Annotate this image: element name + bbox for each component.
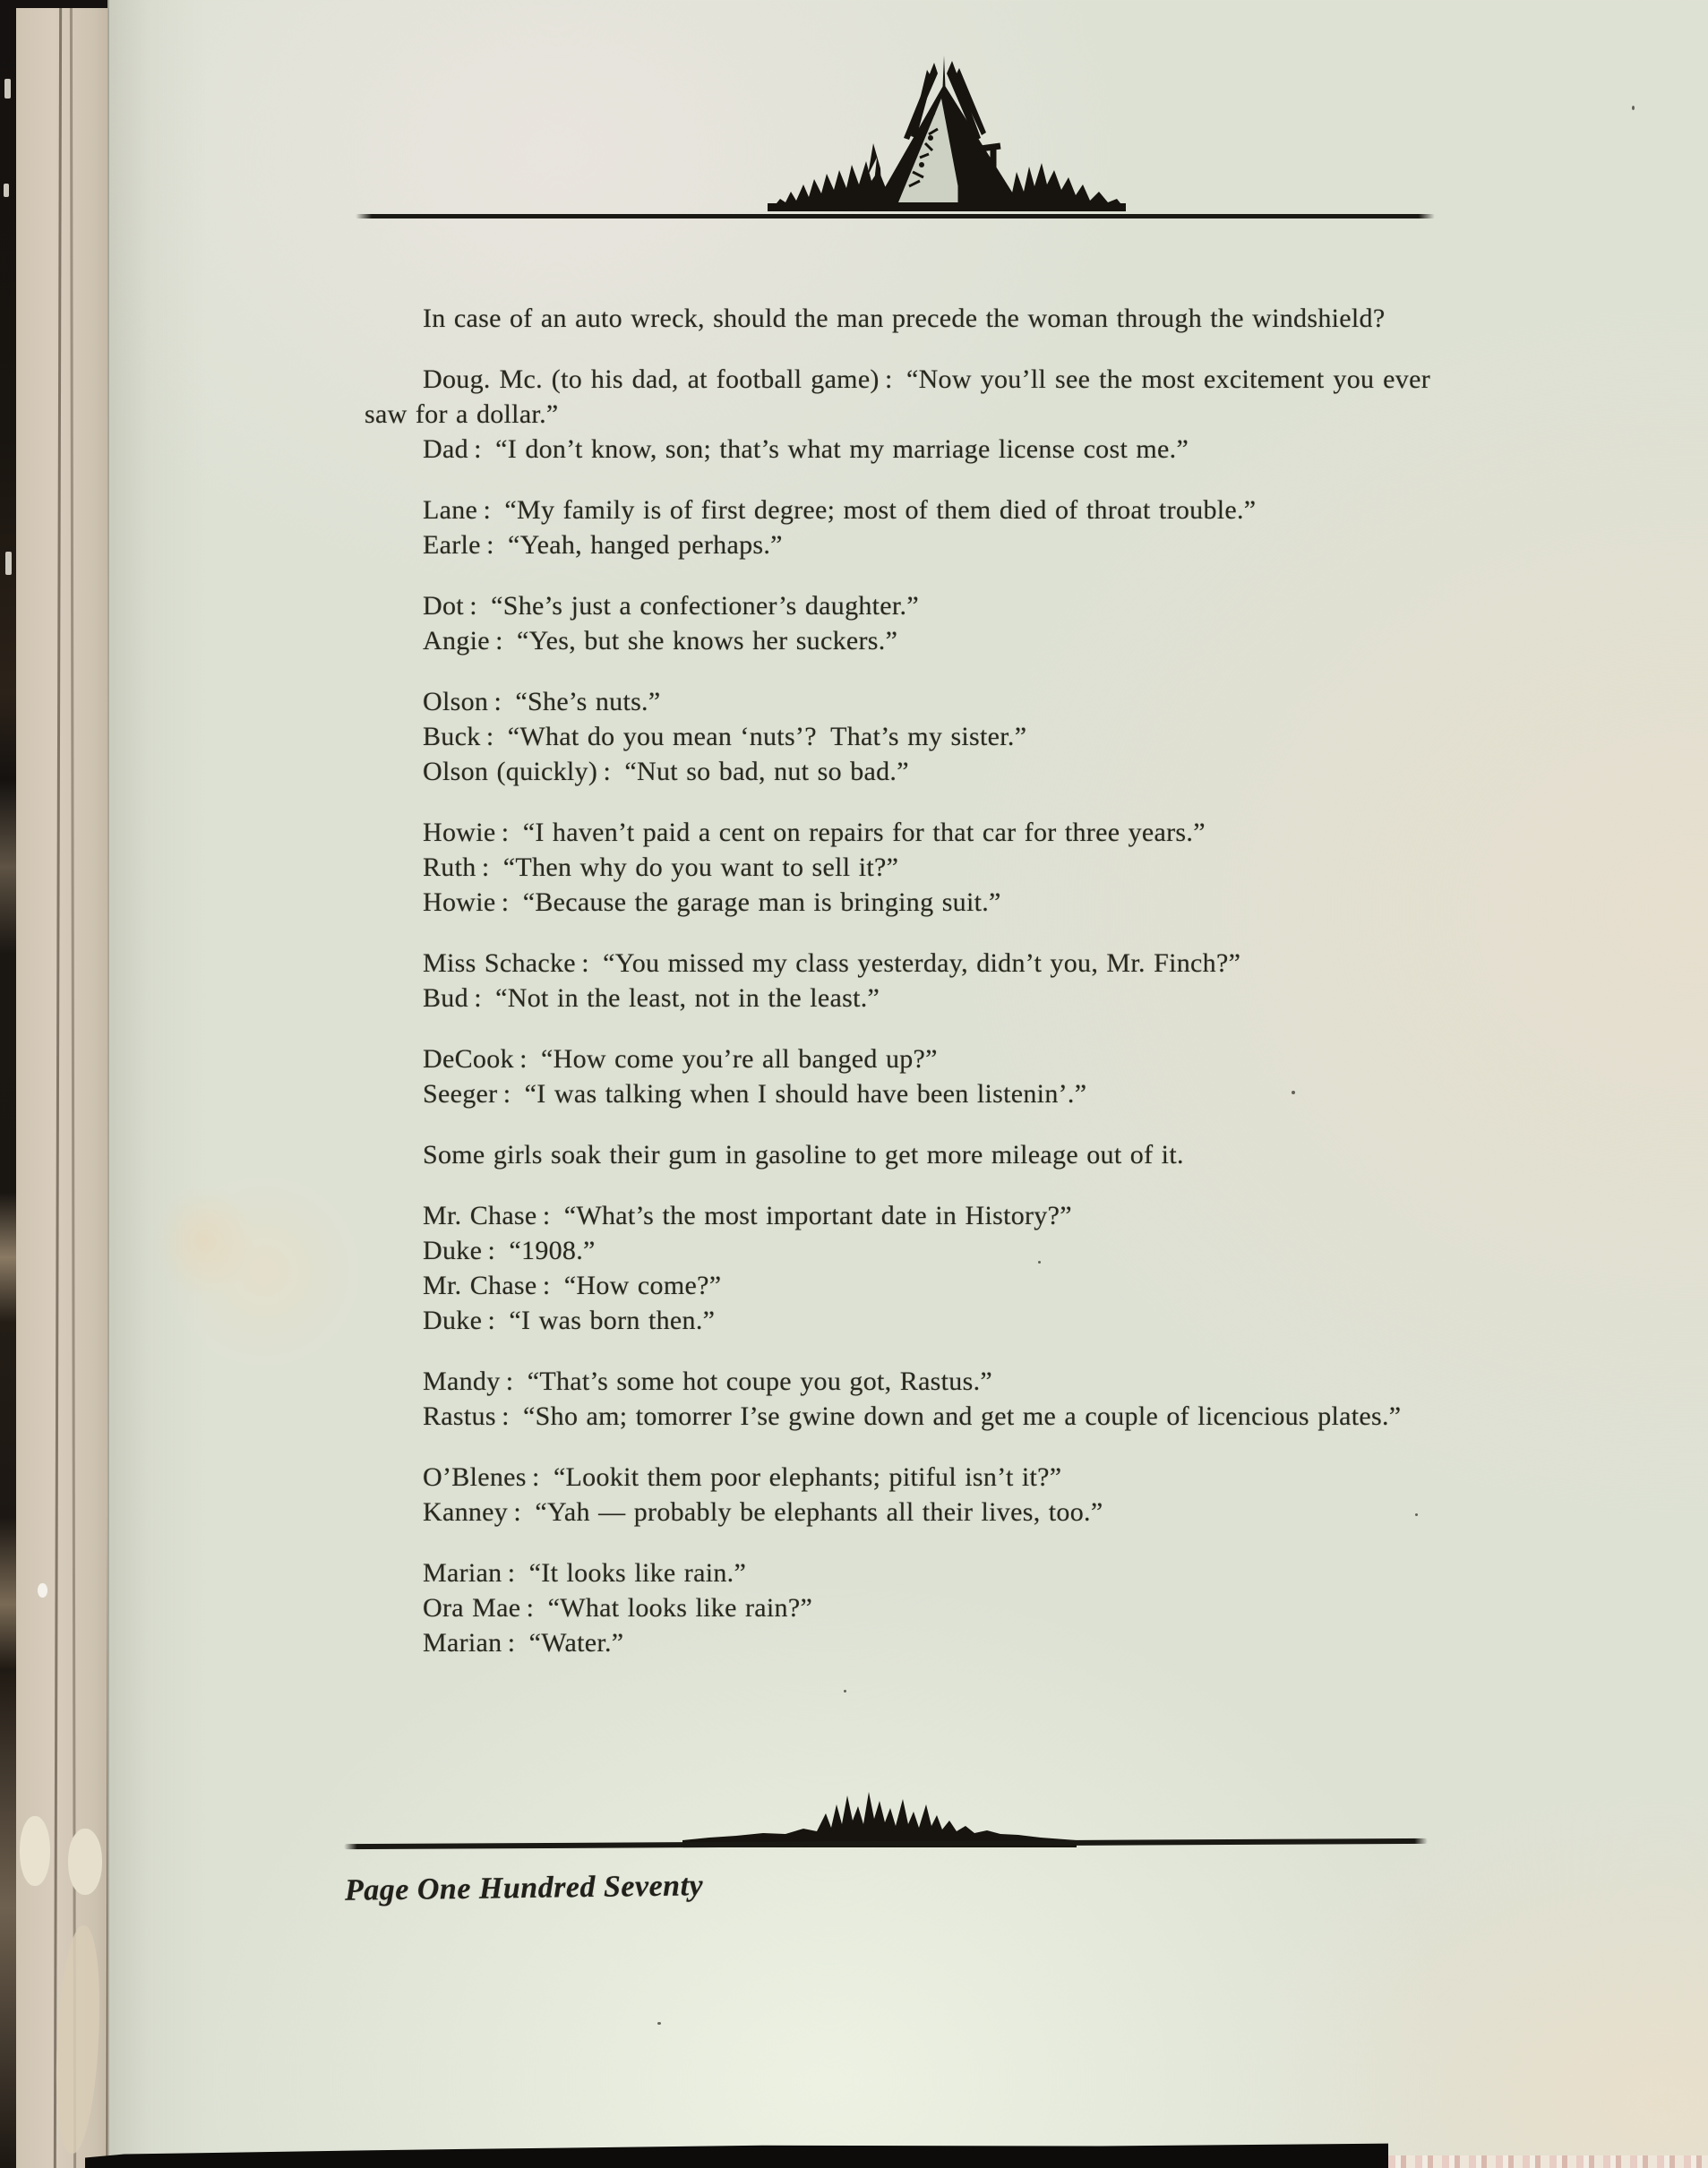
joke-line: Rastus : “Sho am; tomorrer I’se gwine down and get me a couple of licencious plates.”	[423, 1401, 1402, 1431]
joke-line: Angie : “Yes, but she knows her suckers.”	[423, 626, 898, 656]
book-edge-dark-strip	[0, 0, 16, 2168]
edge-scratch	[4, 184, 9, 197]
joke-line: Olson (quickly) : “Nut so bad, nut so bad.”	[423, 757, 909, 786]
joke-paragraph	[365, 946, 1430, 1015]
joke-line: Mr. Chase : “How come?”	[423, 1271, 722, 1300]
joke-line: Doug. Mc. (to his dad, at football game) : “Now you’ll see the most excitement you ever saw for a dollar.”	[365, 364, 1430, 429]
joke-line: Bud : “Not in the least, not in the least.”	[423, 983, 880, 1013]
teepee-illustration	[768, 50, 1126, 220]
joke-paragraph	[365, 684, 1430, 789]
dust-speck	[1292, 1091, 1295, 1094]
dust-speck	[844, 1690, 846, 1692]
dust-speck	[657, 2022, 661, 2025]
joke-line: Howie : “Because the garage man is bringing suit.”	[423, 887, 1001, 917]
joke-line: In case of an auto wreck, should the man precede the woman through the windshield?	[423, 304, 1386, 333]
joke-line: Miss Schacke : “You missed my class yesterday, didn’t you, Mr. Finch?”	[423, 948, 1241, 978]
dust-speck	[1632, 106, 1635, 110]
joke-line: Marian : “It looks like rain.”	[423, 1558, 747, 1588]
dust-speck	[1038, 1261, 1041, 1264]
joke-paragraph	[365, 493, 1430, 562]
joke-line: Seeger : “I was talking when I should have been listenin’.”	[423, 1079, 1087, 1109]
joke-line: Dad : “I don’t know, son; that’s what my marriage license cost me.”	[423, 434, 1189, 464]
joke-line: Duke : “I was born then.”	[423, 1306, 716, 1335]
joke-paragraph	[365, 1364, 1430, 1434]
joke-line: Howie : “I haven’t paid a cent on repairs for that car for three years.”	[423, 818, 1206, 847]
top-rule	[356, 214, 1435, 219]
joke-line: Olson : “She’s nuts.”	[423, 687, 661, 716]
joke-line: Earle : “Yeah, hanged perhaps.”	[423, 530, 783, 560]
edge-scratch	[5, 552, 12, 575]
joke-line: Lane : “My family is of first degree; most of them died of throat trouble.”	[423, 495, 1257, 525]
page-number-label: Page One Hundred Seventy	[344, 1869, 704, 1907]
joke-line: Marian : “Water.”	[423, 1628, 624, 1658]
joke-line: Buck : “What do you mean ‘nuts’? That’s my sister.”	[423, 722, 1027, 751]
joke-paragraph	[365, 1198, 1430, 1338]
joke-line: Ruth : “Then why do you want to sell it?”	[423, 853, 899, 882]
joke-line: Ora Mae : “What looks like rain?”	[423, 1593, 813, 1623]
torn-paper-patch	[68, 1829, 102, 1895]
dust-speck	[1415, 1513, 1418, 1516]
joke-paragraph	[365, 362, 1430, 467]
torn-paper-patch	[38, 1583, 47, 1598]
joke-line: Kanney : “Yah — probably be elephants all their lives, too.”	[423, 1497, 1103, 1527]
joke-line: Dot : “She’s just a confectioner’s daughter.”	[423, 591, 919, 621]
paper-stain	[136, 1164, 270, 1316]
torn-paper-patch	[20, 1816, 50, 1886]
yearbook-page	[107, 0, 1708, 2168]
joke-line: O’Blenes : “Lookit them poor elephants; pitiful isn’t it?”	[423, 1462, 1062, 1492]
edge-scratch	[4, 79, 11, 99]
joke-paragraph	[365, 588, 1430, 658]
treeline-illustration	[682, 1788, 1077, 1847]
joke-line: Mandy : “That’s some hot coupe you got, Rastus.”	[423, 1367, 992, 1396]
joke-line: Some girls soak their gum in gasoline to get more mileage out of it.	[423, 1140, 1184, 1170]
joke-line: DeCook : “How come you’re all banged up?”	[423, 1044, 938, 1074]
joke-line: Mr. Chase : “What’s the most important date in History?”	[423, 1201, 1072, 1230]
jokes	[365, 301, 1430, 1686]
joke-paragraph	[365, 1555, 1430, 1660]
page-edge-line	[54, 0, 62, 2168]
joke-line: Duke : “1908.”	[423, 1236, 596, 1265]
joke-paragraph	[365, 1041, 1430, 1111]
joke-paragraph	[365, 1137, 1430, 1172]
joke-paragraph	[365, 815, 1430, 920]
joke-paragraph	[365, 1460, 1430, 1530]
joke-paragraph	[365, 301, 1430, 336]
